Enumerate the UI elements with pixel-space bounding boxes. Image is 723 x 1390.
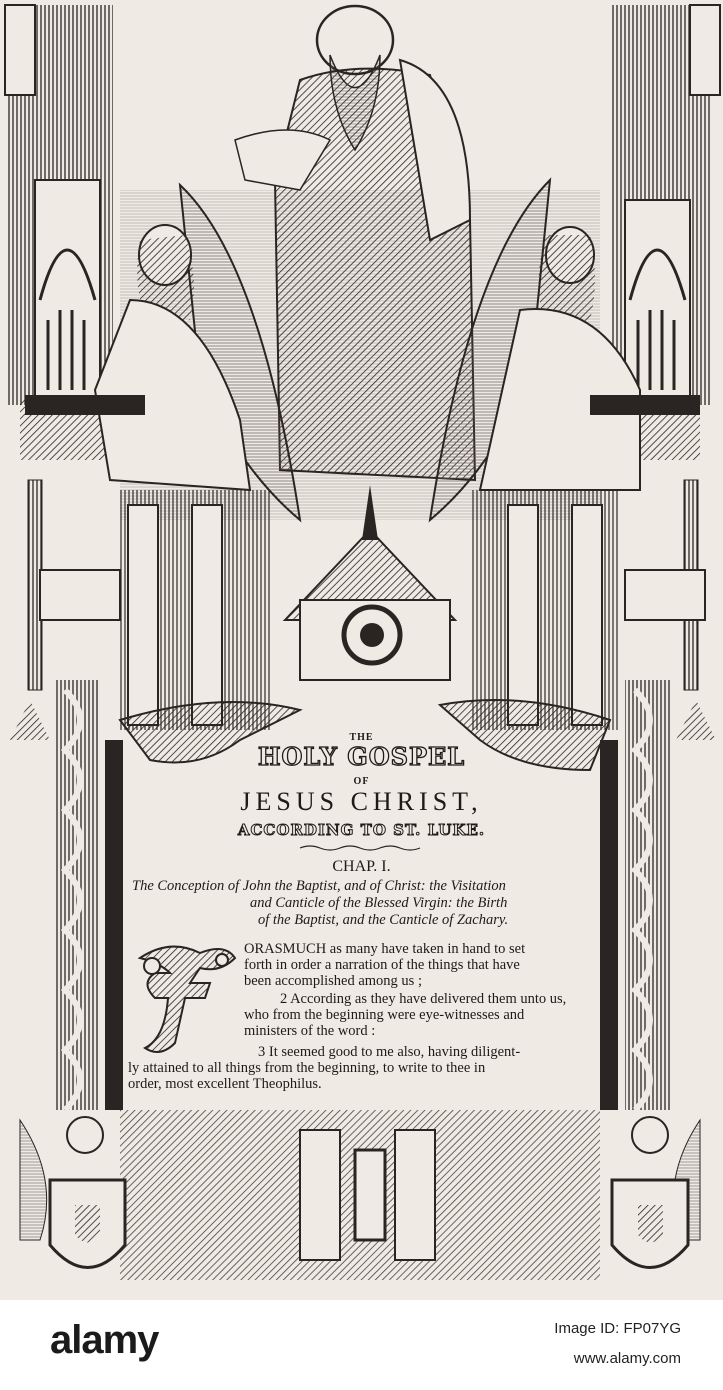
title-jesus-christ: JESUS CHRIST, (240, 787, 483, 816)
decorated-initial-f (130, 938, 240, 1058)
image-id-label: Image ID: FP07YG (554, 1320, 681, 1337)
chapter-heading: CHAP. I. (332, 858, 391, 875)
verse-1-line: been accomplished among us ; (244, 973, 422, 989)
title-according-to-st-luke: ACCORDING TO ST. LUKE. (237, 821, 486, 839)
site-url-link[interactable]: www.alamy.com (573, 1350, 681, 1367)
verse-3-line: 3 It seemed good to me also, having diligent- (258, 1044, 521, 1060)
decorative-rule (300, 846, 420, 850)
verse-2-line: 2 According as they have delivered them unto us, (280, 991, 567, 1007)
title-the: THE (349, 732, 374, 743)
title-of: OF (353, 776, 370, 787)
verse-1-line: ORASMUCH as many have taken in hand to set (244, 941, 526, 957)
title-holy-gospel: HOLY GOSPEL (257, 742, 466, 771)
verse-2-line: who from the beginning were eye-witnesses and (244, 1007, 525, 1023)
verse-3-line: order, most excellent Theophilus. (128, 1076, 322, 1092)
verse-2-line: ministers of the word : (244, 1023, 376, 1039)
chapter-summary-line: of the Baptist, and the Canticle of Zachary. (258, 912, 509, 928)
stock-photo-banner (0, 1300, 723, 1390)
right-shield-angel (612, 1117, 700, 1268)
verse-3-line: ly attained to all things from the beginning, to write to thee in (128, 1060, 486, 1076)
chapter-summary-line: The Conception of John the Baptist, and of Christ: the Visitation (132, 878, 506, 894)
chapter-summary-line: and Canticle of the Blessed Virgin: the Birth (250, 895, 508, 911)
left-shield-angel (20, 1117, 125, 1268)
bottom-frieze (120, 1110, 600, 1280)
alamy-logo[interactable]: alamy (50, 1318, 159, 1362)
verse-1-line: forth in order a narration of the things that have (244, 957, 520, 973)
